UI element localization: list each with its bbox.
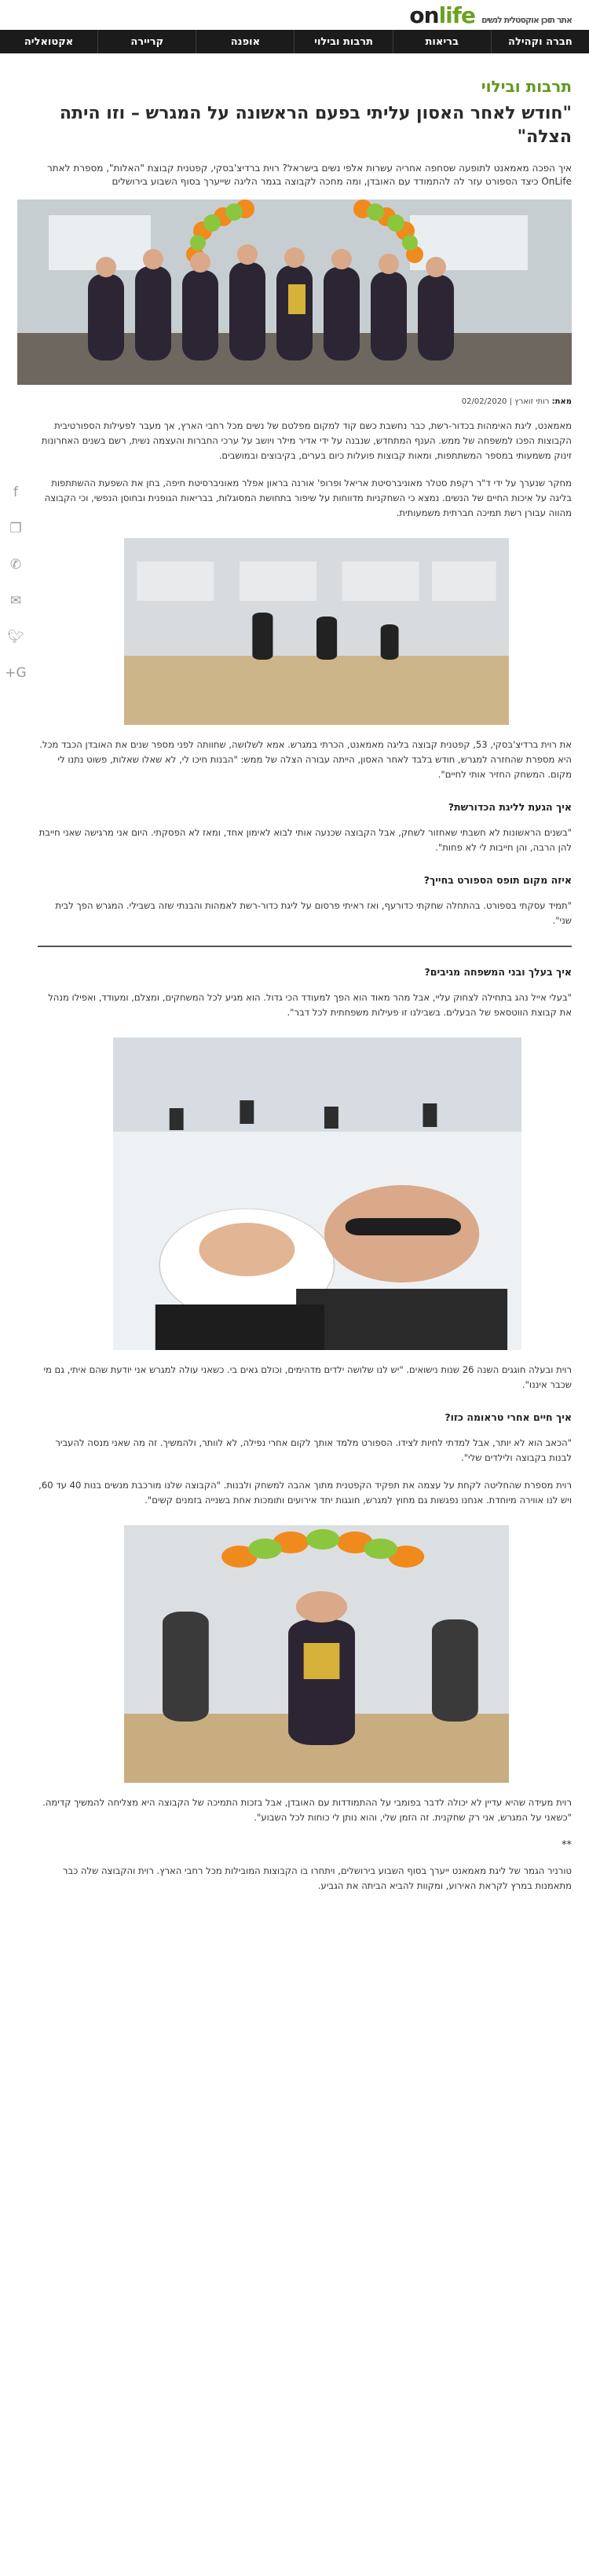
section-stars: **: [562, 1839, 572, 1851]
logo-life: life: [438, 2, 475, 28]
facebook-icon[interactable]: f: [13, 485, 18, 500]
article-paragraph: "בשנים הראשונות לא חשבתי שאחזור לשחק, אבל הקבוצה שכנעה אותי לבוא לאימון אחד, ומאז לא הפסקתי. היום אני מרגישה שאני חייבת להן הרבה, והן חייבות לי לא פחות".: [38, 827, 572, 853]
article-paragraph: "בעלי אייל נהג בתחילה לצחוק עליי, אבל מהר מאוד הוא הפך למעודד הכי גדול. הוא מגיע לכל המשחקים, ומצלם, ומעודד, ואפילו מנהל את קבוצת הווטסאפ של הבעלים. בשבילנו זו פעילות משפחתית לכל דבר".: [48, 992, 572, 1018]
trophy-photo: [124, 1525, 509, 1783]
main-nav: [0, 30, 589, 53]
google-plus-icon[interactable]: G+: [5, 665, 27, 681]
article-paragraph: מאמאנט, ליגת האימהות בכדור-רשת, כבר נחשבת כשם קוד למקום מפלטם של נשים מכל רחבי הארץ, אך מעבר לפעילות הספורטיבית הקבוצות הפכו למשפחה של ממש. הענף המתחדש, שנבנה על ידי אדיר מילר ויושב על ערכי החברות והעצמה נשית, רשם בשנים האחרונות זינוק משמעותי במספר המשתתפות, ומאות קבוצות פועלות כיום בערים, בקיבוצים ובמושבים.: [41, 420, 572, 461]
nav-item-health[interactable]: בריאות: [393, 30, 491, 53]
site-tagline: אתר תוכן אוקסטלית לנשים: [481, 14, 572, 25]
article-subhead: איך חיים אחרי טראומה כזו?: [444, 1411, 572, 1423]
twitter-icon[interactable]: 🐦︎: [7, 629, 24, 645]
byline-label: מאת:: [551, 397, 572, 406]
article-lead: איך הפכה מאמאנט לתופעה שסחפה אחריה עשרות אלפי נשים בישראל? רוית ברדיצ'בסקי, קפטנית קבוצת "האלות", מספרת לאתר OnLife כיצד הספורט עזר לה להתמודד עם האובדן, ומה מחכה לקבוצה בגמר הליגה שייערך בסוף השבוע בירושלים: [47, 163, 572, 187]
hero-team-photo: [17, 199, 572, 385]
copy-icon[interactable]: ❐: [9, 521, 22, 536]
nav-item-society[interactable]: אקטואליה: [24, 35, 74, 48]
article-paragraph: רוית מספרת שהחליטה לקחת על עצמה את תפקיד הקפטנית מתוך אהבה למשחק ולבנות. "הקבוצה שלנו מורכבת מנשים בנות 40 עד 60, ויש לנו אווירה מיוחדת. אנחנו נפגשות גם מחוץ למגרש, חוגגות יחד אירועים ותומכות אחת בשנייה בזמנים קשים".: [38, 1480, 572, 1506]
site-logo[interactable]: [409, 2, 572, 28]
mail-icon[interactable]: ✉: [9, 593, 22, 609]
byline-date: 02/02/2020: [461, 397, 507, 406]
article-paragraph: טורניר הגמר של ליגת מאמאנט ייערך בסוף השבוע בירושלים, ויתחרו בו הקבוצות המובילות מכל רחבי הארץ. רוית והקבוצה שלה כבר מתאמנות במרץ לקראת האירוע, ומקוות להביא הביתה את הגביע.: [62, 1865, 572, 1891]
court-illustration: [124, 538, 509, 725]
site-header: [0, 0, 589, 30]
article-subhead: איזה מקום תופס הספורט בחייך?: [423, 874, 572, 886]
article: [0, 53, 589, 1894]
article-paragraph: רוית ובעלה חוגגים השנה 26 שנות נישואים. "יש לנו שלושה ילדים מדהימים, וכולם גאים בי. כשאני עולה למגרש אני יודעת שהם איתי, גם מי שכבר איננו".: [43, 1364, 572, 1390]
section-divider: [38, 946, 572, 947]
byline-separator: |: [509, 397, 512, 406]
ski-couple-photo: [113, 1037, 521, 1350]
team-photo-illustration: [17, 199, 572, 385]
article-body: [0, 419, 589, 1894]
article-subhead: איך בעלך ובני המשפחה מגיבים?: [424, 966, 572, 978]
article-paragraph: רוית מעידה שהיא עדיין לא יכולה לדבר בפומבי על ההתמודדות עם האובדן, אבל בזכות התמיכה של הקבוצה היא מצליחה להמשיך קדימה. "כשאני על המגרש, אני רק שחקנית. זה הזמן שלי, והוא נותן לי כוחות לכל השבוע".: [42, 1797, 572, 1823]
ski-illustration: [113, 1037, 521, 1350]
article-category[interactable]: תרבות ובילוי: [481, 77, 572, 96]
trophy-illustration: [124, 1525, 509, 1783]
share-bar: [0, 474, 31, 691]
nav-item-culture[interactable]: תרבות ובילוי: [294, 30, 392, 53]
nav-item-career[interactable]: קריירה: [97, 30, 196, 53]
article-byline: [0, 385, 589, 406]
article-paragraph: "הכאב הוא לא יותר, אבל למדתי לחיות לצידו. הספורט מלמד אותך לקום אחרי נפילה, לא לוותר, ולהמשיך. זה מה שאני מנסה להעביר לבנות בקבוצה ולילדים שלי".: [55, 1437, 572, 1463]
article-headline: "חודש לאחר האסון עליתי בפעם הראשונה על המגרש – וזו היתה הצלה": [59, 104, 572, 147]
article-paragraph: "תמיד עסקתי בספורט. בהתחלה שחקתי כדורעף, ואז ראיתי פרסום על ליגת כדור-רשת לאמהות והבנתי שזה בשבילי. המגרש הפך לבית שני".: [55, 900, 572, 926]
byline-author[interactable]: רותי זוארץ: [514, 397, 550, 406]
nav-item-news[interactable]: חברה וקהילה: [491, 30, 589, 53]
basketball-court-photo: [124, 538, 509, 725]
article-paragraph: את רוית ברדיצ'בסקי, 53, קפטנית קבוצה בליגה מאמאנט, הכרתי במגרש. אמא לשלושה, שחוותה לפני מספר שנים את האובדן הכבד מכל. היא מספרת שהחזרה למגרש, חודש בלבד לאחר האסון, הייתה עבורה הצלה של ממש: "הבנות חיכו לי, לא שאלו שאלות, פשוט נתנו לי מקום. המשחק החזיר אותי לחיים".: [39, 739, 572, 780]
whatsapp-icon[interactable]: ✆: [9, 557, 22, 573]
nav-item-fashion[interactable]: אופנה: [196, 30, 294, 53]
logo-on: on: [409, 2, 439, 28]
article-subhead: איך הגעת לליגת הכדורשת?: [448, 801, 572, 813]
article-paragraph: מחקר שנערך על ידי ד"ר רקפת סטלר מאוניברסיטת אריאל ופרופ' אורנה בראון אפלר מאוניברסיטת חיפה, בחן את השפעת ההשתתפות בליגה על איכות החיים של הנשים. נמצא כי השחקניות מדווחות על שיפור בתחושת המסוגלות, בבריאות הגופנית ובחוסן הנפשי, וכי הקבוצה מהווה עבורן רשת תמיכה חברתית משמעותית.: [44, 478, 572, 518]
